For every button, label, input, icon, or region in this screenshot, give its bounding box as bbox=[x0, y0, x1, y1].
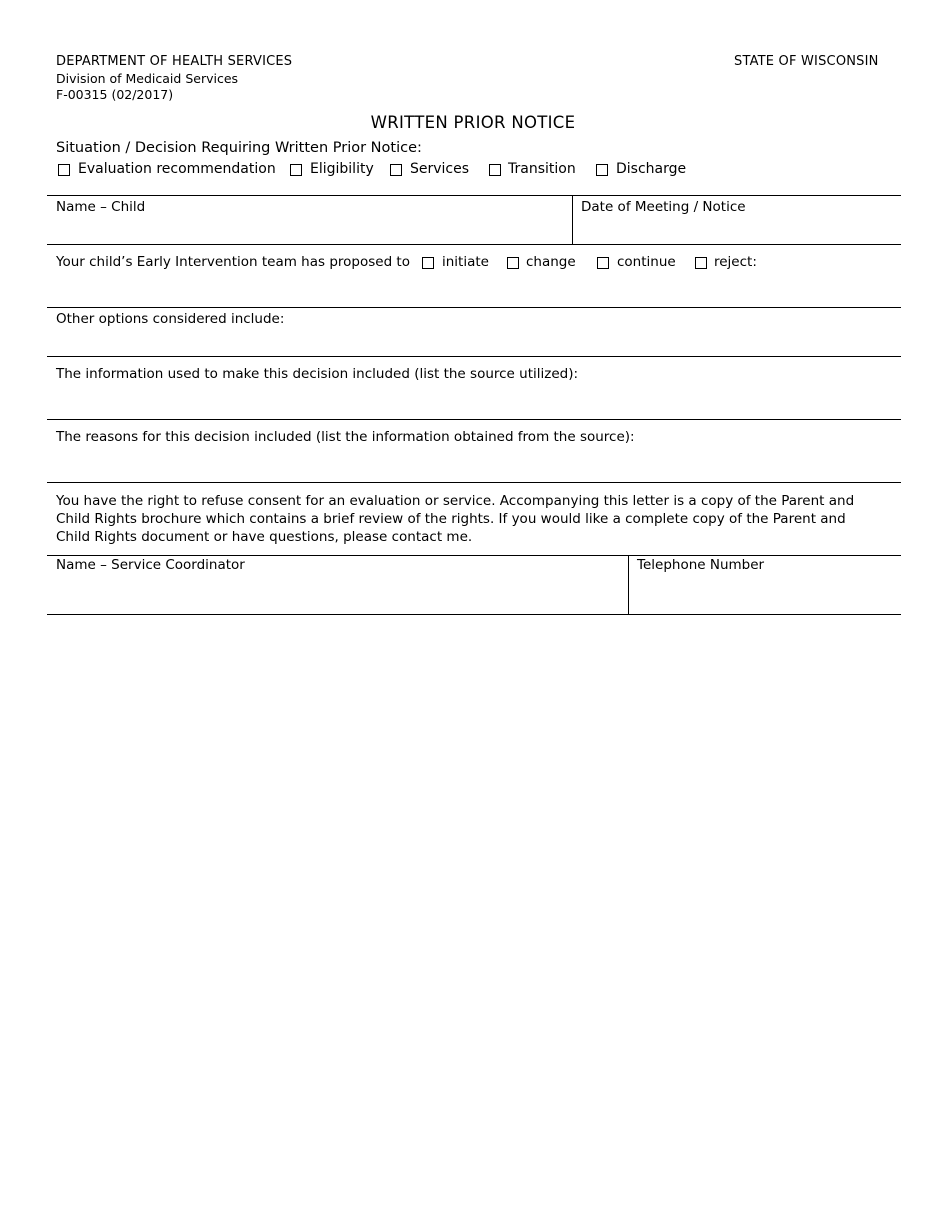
name-child-label: Name – Child bbox=[56, 199, 146, 215]
divider bbox=[47, 555, 901, 556]
information-input[interactable] bbox=[56, 390, 894, 414]
reasons-input[interactable] bbox=[56, 453, 894, 477]
reject-checkbox[interactable] bbox=[695, 257, 707, 269]
divider bbox=[47, 244, 901, 245]
divider bbox=[47, 419, 901, 420]
division-name: Division of Medicaid Services bbox=[56, 71, 239, 86]
continue-checkbox[interactable] bbox=[597, 257, 609, 269]
proposed-label: Your child’s Early Intervention team has proposed to bbox=[56, 254, 410, 270]
divider bbox=[47, 614, 901, 615]
situation-label: Situation / Decision Requiring Written Prior Notice: bbox=[56, 140, 422, 156]
telephone-input[interactable] bbox=[637, 582, 893, 606]
divider bbox=[47, 482, 901, 483]
divider bbox=[47, 195, 901, 196]
service-coordinator-input[interactable] bbox=[56, 582, 620, 606]
proposed-details-input[interactable] bbox=[56, 278, 894, 302]
reject-label: reject: bbox=[714, 254, 757, 270]
eligibility-checkbox[interactable] bbox=[290, 164, 302, 176]
divider bbox=[572, 195, 573, 245]
transition-checkbox[interactable] bbox=[489, 164, 501, 176]
continue-label: continue bbox=[617, 254, 676, 270]
date-input[interactable] bbox=[581, 221, 893, 241]
discharge-label: Discharge bbox=[616, 161, 687, 177]
services-label: Services bbox=[410, 161, 470, 177]
eligibility-label: Eligibility bbox=[310, 161, 374, 177]
telephone-label: Telephone Number bbox=[637, 557, 765, 573]
date-label: Date of Meeting / Notice bbox=[581, 199, 746, 215]
services-checkbox[interactable] bbox=[390, 164, 402, 176]
evaluation-recommendation-checkbox[interactable] bbox=[58, 164, 70, 176]
rights-paragraph: You have the right to refuse consent for an evaluation or service. Accompanying this letter is a copy of the Parent and Child Rights brochure which contains a brief review of the rights. If you would like a complete copy of the Parent and Child Rights document or have questions, please contact me. bbox=[56, 493, 855, 545]
reasons-label: The reasons for this decision included (list the information obtained from the source): bbox=[56, 429, 635, 445]
service-coordinator-label: Name – Service Coordinator bbox=[56, 557, 245, 573]
form-title: WRITTEN PRIOR NOTICE bbox=[370, 113, 576, 132]
state-name: STATE OF WISCONSIN bbox=[734, 54, 879, 69]
form-number: F-00315 (02/2017) bbox=[56, 87, 174, 102]
department-name: DEPARTMENT OF HEALTH SERVICES bbox=[56, 54, 293, 69]
change-label: change bbox=[526, 254, 576, 270]
name-child-input[interactable] bbox=[56, 221, 564, 241]
change-checkbox[interactable] bbox=[507, 257, 519, 269]
other-options-label: Other options considered include: bbox=[56, 311, 285, 327]
divider bbox=[47, 307, 901, 308]
information-label: The information used to make this decision included (list the source utilized): bbox=[56, 366, 579, 382]
discharge-checkbox[interactable] bbox=[596, 164, 608, 176]
divider bbox=[47, 356, 901, 357]
divider bbox=[628, 555, 629, 615]
initiate-label: initiate bbox=[442, 254, 489, 270]
reject-reason-input[interactable] bbox=[760, 254, 894, 272]
other-options-input[interactable] bbox=[56, 332, 894, 352]
transition-label: Transition bbox=[508, 161, 576, 177]
initiate-checkbox[interactable] bbox=[422, 257, 434, 269]
evaluation-recommendation-label: Evaluation recommendation bbox=[78, 161, 276, 177]
